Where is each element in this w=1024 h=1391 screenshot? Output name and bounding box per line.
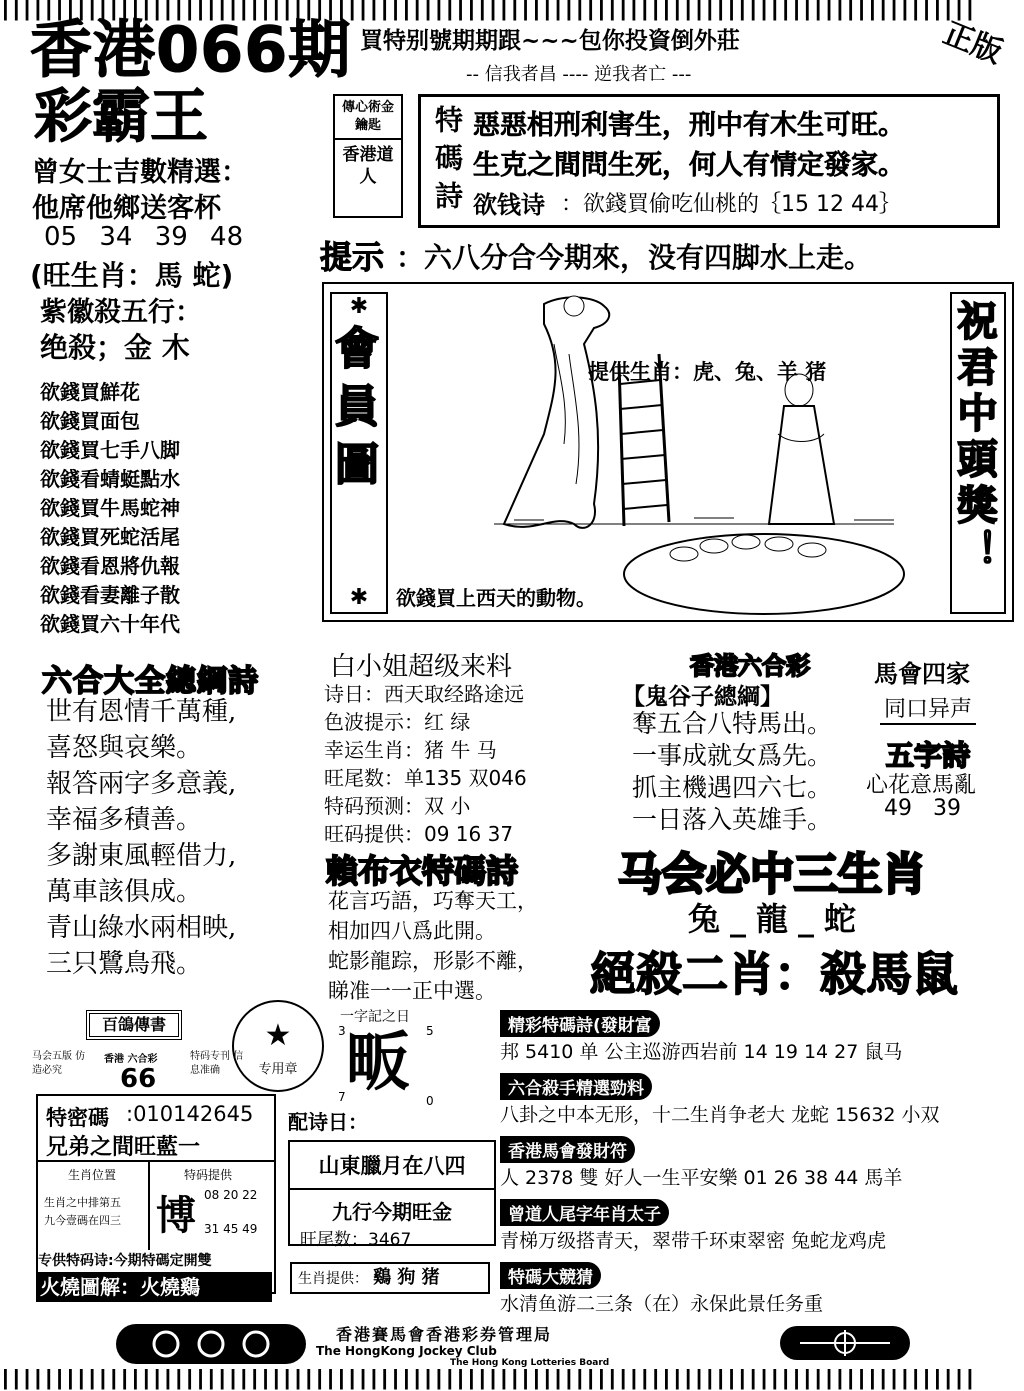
buy-item: 欲錢買牛馬蛇神 — [40, 496, 180, 520]
guigu-line: 一日落入英雄手。 — [632, 805, 833, 834]
five-title: 五字詩 — [886, 739, 971, 772]
poem-lines — [46, 694, 236, 982]
list-item — [500, 1073, 1000, 1130]
five-value: 心花意馬亂 — [866, 773, 977, 798]
seal-text: 专用章 — [258, 1062, 298, 1077]
divider — [38, 1160, 274, 1162]
bottom-caption: 欲錢買上西天的動物。 — [396, 586, 596, 610]
match-box — [288, 1140, 496, 1250]
bai-row: 色波提示：红 绿 — [324, 710, 471, 734]
zodiac-label: 生肖提供： — [298, 1271, 368, 1287]
three-zodiacs: 兔_龍_蛇 — [688, 900, 867, 938]
bai-title: 白小姐超级来料 — [330, 652, 513, 682]
nine-line: 九行今期旺金 — [332, 1200, 452, 1224]
pos-title: 生肖位置 — [68, 1168, 117, 1182]
laibuyi-lines — [328, 886, 538, 1006]
footer-en-1: The HongKong Jockey Club — [316, 1344, 497, 1358]
list-item — [500, 1136, 1000, 1193]
lucky-heading: 曾女士吉數精選： — [32, 157, 248, 188]
item-title: 精彩特碼詩(發財富 — [500, 1010, 660, 1037]
brothers-line: 兄弟之間旺藍一 — [46, 1134, 201, 1160]
club-value: 同口异声 — [880, 692, 976, 725]
corner-num: 0 — [426, 1094, 434, 1108]
poem-line-1: 惡惡相刑利害生，刑中有木生可旺。 — [473, 110, 905, 141]
pos-line: 生肖之中排第五 — [44, 1196, 121, 1209]
five-numbers: 49 39 — [884, 796, 961, 821]
zodiac-caption: 提供生肖：虎、兔、羊 猪 — [588, 359, 827, 384]
match-label: 配诗日： — [288, 1110, 368, 1134]
divider — [148, 1160, 150, 1250]
poem-line: 青山綠水兩相映, — [46, 913, 237, 943]
pigeon-right: 特码专刊 信息准确 — [190, 1051, 244, 1076]
lower-right-list — [500, 1010, 1000, 1319]
laibuyi-line: 相加四八爲此開。 — [328, 919, 496, 943]
slogan: 買特别號期期跟~~~包你投資倒外莊 — [360, 27, 740, 54]
item-title: 特碼大競猜 — [500, 1262, 601, 1289]
pigeon-mid: 香港 六合彩 — [104, 1054, 158, 1065]
list-item — [500, 1199, 1000, 1256]
buy-item: 欲錢買面包 — [40, 409, 140, 433]
buy-item: 欲錢買鮮花 — [40, 380, 140, 404]
item-text: 邦 5410 单 公主巡游西岩前 14 19 14 27 鼠马 — [500, 1041, 903, 1063]
special-poem-box — [418, 94, 1000, 228]
laibuyi-line: 蛇影龍踪，形影不離， — [328, 949, 538, 973]
lucky-heading-2: 他席他鄉送客杯 — [32, 193, 221, 224]
stamp-box — [333, 94, 403, 218]
buy-item: 欲錢買死蛇活尾 — [40, 525, 180, 549]
must-title: 马会必中三生肖 — [618, 849, 926, 900]
zodiac-value: 鷄 狗 猪 — [373, 1267, 440, 1288]
guigu-line: 抓主機遇四六七。 — [632, 773, 833, 802]
poem-label: 专供特码诗:今期特碼定開雙 — [38, 1253, 212, 1269]
poem-line-3: ：欲錢買偷吃仙桃的｛15 12 44｝ — [561, 192, 901, 217]
star-icon: ★ — [264, 1018, 292, 1053]
kill-two: 絕殺二肖：殺馬鼠 — [590, 947, 958, 1001]
tail-line: 旺尾数：3467 — [300, 1230, 412, 1250]
brand-subtitle: 彩霸王 — [34, 82, 209, 150]
pigeon-number: 66 — [120, 1064, 157, 1094]
poem-line: 多謝東風輕借力, — [46, 841, 237, 871]
footer-en-2: The Hong Kong Lotteries Board — [450, 1358, 610, 1368]
footer-cn: 香港賽馬會香港彩券管理局 — [336, 1325, 553, 1344]
left-banner — [327, 292, 388, 614]
stamp-bottom: 香港道人 — [335, 138, 401, 192]
bai-row: 特码预测：双 小 — [324, 794, 471, 818]
star-icon: ✱ — [349, 585, 369, 610]
guigu-title: 【鬼谷子總綱】 — [622, 684, 783, 710]
poem-title: 六合大全總綱詩 — [42, 664, 259, 699]
buy-item: 欲錢看蜻蜓點水 — [40, 467, 180, 491]
item-text: 人 2378 雙 好人一生平安樂 01 26 38 44 馬羊 — [500, 1167, 903, 1189]
bai-row: 旺尾数：单135 双046 — [324, 766, 527, 790]
top-border: ┃┃┃┃┃┃┃┃┃┃┃┃┃┃┃┃┃┃┃┃┃┃┃┃┃┃┃┃┃┃┃┃┃┃┃┃┃┃┃┃┃┃┃┃┃┃┃┃┃┃┃┃┃┃┃┃┃┃┃┃┃┃┃┃┃┃┃┃┃┃┃┃┃┃┃┃┃┃┃┃┃┃┃┃┃┃┃┃┃┃ — [0, 0, 976, 21]
club-title: 馬會四家 — [874, 660, 970, 688]
bai-row: 诗日：西天取经路途远 — [324, 682, 524, 706]
poem-line: 萬車該俱成。 — [46, 877, 203, 907]
illustration — [394, 284, 944, 620]
special-char: 博 — [156, 1192, 196, 1239]
buy-item: 欲錢看妻離子散 — [40, 583, 180, 607]
lottery-title: 香港六合彩 — [690, 652, 810, 680]
special-nums: 31 45 49 — [204, 1222, 258, 1236]
slogan-secondary: -- 信我者昌 ---- 逆我者亡 --- — [466, 64, 692, 85]
poem-line: 報答兩字多意義, — [46, 769, 237, 799]
buy-item: 欲錢買七手八脚 — [40, 438, 180, 462]
pigeon-box — [86, 1010, 182, 1040]
buy-list — [40, 378, 180, 639]
bai-row: 幸运生肖：猪 牛 马 — [324, 738, 497, 762]
buy-item: 欲錢看恩將仇報 — [40, 554, 180, 578]
featured-char: 畈 — [346, 1025, 410, 1100]
right-banner — [950, 292, 1006, 614]
list-item — [500, 1010, 1000, 1067]
secret-label: 特密碼 — [46, 1106, 109, 1130]
official-badge: 正版 — [938, 15, 1008, 71]
corner-num: 3 — [338, 1024, 346, 1038]
official-seal — [232, 1000, 324, 1092]
poem-line-3-label: 欲钱诗 — [473, 191, 545, 219]
secret-value: :010142645 — [126, 1102, 254, 1126]
item-title: 六合殺手精選勁料 — [500, 1073, 652, 1100]
logo-mark-icon — [116, 1324, 306, 1364]
laibuyi-line: 睇准一一正中選。 — [328, 979, 496, 1003]
right-banner-text: 祝君中頭獎！ — [951, 300, 997, 576]
left-banner-text: 會員圖 — [327, 325, 378, 499]
lottery-mark-icon — [780, 1326, 910, 1360]
poem-side-label: 特碼詩 — [431, 105, 464, 219]
pigeon-title: 百鴿傳書 — [101, 1015, 166, 1034]
pos-line: 九今壹碼在四三 — [44, 1214, 121, 1227]
special-nums: 08 20 22 — [204, 1188, 258, 1202]
guigu-lines — [632, 708, 832, 836]
jockey-club-logo — [116, 1324, 306, 1364]
item-text: 八卦之中本无形，十二生肖争老大 龙蛇 15632 小双 — [500, 1104, 940, 1126]
issue-title: 香港066期 — [30, 13, 352, 86]
lucky-numbers: 05 34 39 48 — [44, 222, 244, 252]
poem-line: 世有恩情千萬種, — [46, 697, 237, 727]
poem-line-2: 生克之間問生死，何人有情定發家。 — [473, 150, 905, 181]
bai-row: 旺码提供：09 16 37 — [324, 822, 514, 846]
corner-num: 7 — [338, 1090, 346, 1104]
secret-box — [36, 1094, 276, 1294]
star-icon: ✱ — [349, 294, 369, 319]
poem-line: 三只鷺鳥飛。 — [46, 949, 203, 979]
special-title: 特码提供 — [184, 1168, 233, 1182]
poem-line: 幸福多積善。 — [46, 805, 203, 835]
lucky-zodiac: (旺生肖：馬 蛇) — [30, 259, 234, 292]
match-line: 山東臘月在八四 — [318, 1153, 466, 1178]
pigeon-left: 马会五版 仿造必究 — [32, 1051, 86, 1076]
item-text: 水清鱼游二三条（在）永保此景任务重 — [500, 1293, 824, 1315]
laibuyi-title: 賴布衣特碼詩 — [326, 852, 519, 890]
list-item — [500, 1262, 1000, 1319]
item-text: 青梯万级搭青天，翠带千环束翠密 兔蛇龙鸡虎 — [500, 1230, 887, 1252]
buy-item: 欲錢買六十年代 — [40, 612, 180, 636]
bottom-border: ┃┃┃┃┃┃┃┃┃┃┃┃┃┃┃┃┃┃┃┃┃┃┃┃┃┃┃┃┃┃┃┃┃┃┃┃┃┃┃┃┃┃┃┃┃┃┃┃┃┃┃┃┃┃┃┃┃┃┃┃┃┃┃┃┃┃┃┃┃┃┃┃┃┃┃┃┃┃┃┃┃┃┃┃┃┃┃┃┃┃ — [0, 1369, 976, 1390]
kill-heading: 紫徽殺五行： — [40, 297, 202, 328]
corner-num: 5 — [426, 1024, 434, 1038]
guigu-line: 一事成就女爲先。 — [632, 741, 833, 770]
stamp-top: 傳心術金鑰匙 — [341, 100, 394, 133]
member-picture-frame — [322, 282, 1014, 622]
zodiac-box — [290, 1262, 490, 1294]
char-title: 一字記之日 — [340, 1009, 410, 1025]
kill-value: 绝殺；金 木 — [40, 331, 190, 364]
poem-line: 喜怒與哀樂。 — [46, 733, 203, 763]
item-title: 香港馬會發財符 — [500, 1136, 635, 1163]
hint-text: ：六八分合今期來，没有四脚水上走。 — [396, 241, 873, 274]
guigu-line: 奪五合八特馬出。 — [632, 709, 833, 738]
laibuyi-line: 花言巧語，巧奪天工， — [328, 889, 538, 913]
fire-banner: 火燒圖解：火燒鷄 — [36, 1272, 272, 1302]
hint-label: 提示 — [320, 238, 385, 276]
lotteries-logo — [780, 1326, 910, 1360]
item-title: 曾道人尾字年肖太子 — [500, 1199, 669, 1226]
bai-rows — [324, 680, 527, 848]
